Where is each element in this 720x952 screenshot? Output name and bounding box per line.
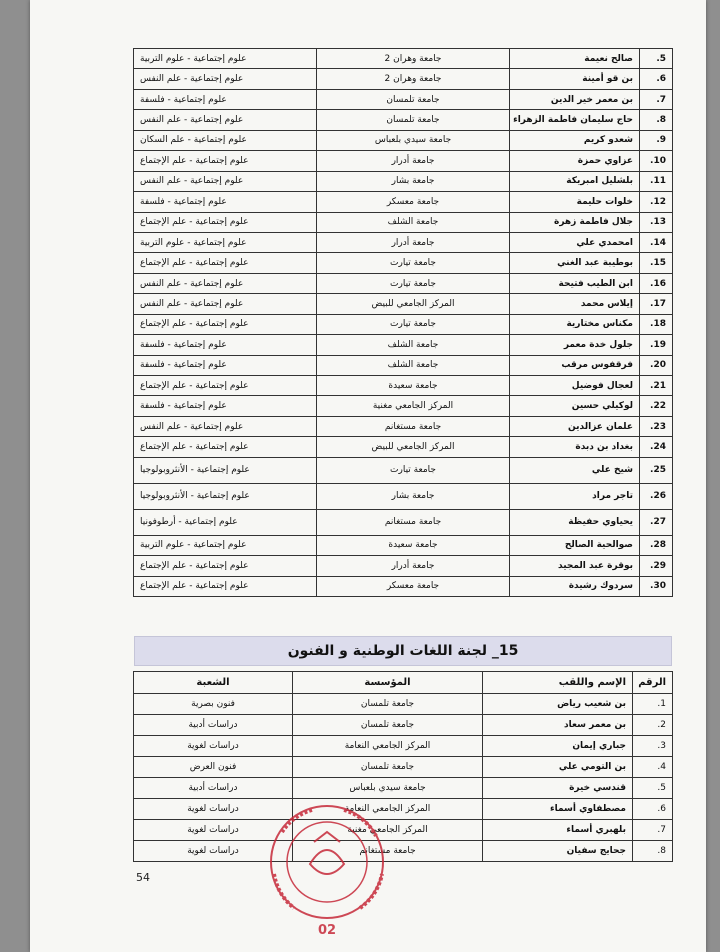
member-name: جحايج سفيان [483,841,633,862]
member-name: سردوك رشيدة [510,576,640,596]
member-institution: جامعة الشلف [317,355,510,375]
header-num: الرقم [633,672,673,694]
row-number: 16. [640,273,673,293]
member-institution: جامعة الشلف [317,212,510,232]
header-branch: الشعبة [134,672,293,694]
table-row [134,757,673,778]
table-row [134,171,673,191]
member-name: بن قو أمينة [510,69,640,89]
member-branch: علوم إجتماعية - علم الإجتماع [134,151,317,171]
table-row [134,576,673,596]
row-number: 26. [640,483,673,509]
member-name: شعدو كريم [510,130,640,150]
member-branch: علوم إجتماعية - الأنثروبولوجيا [134,483,317,509]
table-row [134,253,673,273]
table-row [134,232,673,252]
member-branch: علوم إجتماعية - علم النفس [134,110,317,130]
member-name: مكناس مختارية [510,314,640,334]
member-branch: علوم إجتماعية - علم الإجتماع [134,437,317,457]
member-institution: المركز الجامعي النعامة [293,799,483,820]
member-name: بلهبري أسماء [483,820,633,841]
row-number: 8. [633,841,673,862]
member-name: مصطفاوي أسماء [483,799,633,820]
member-name: عزاوي حمزة [510,151,640,171]
table-row [134,376,673,396]
member-name: بن شعيب رياض [483,694,633,715]
member-branch: علوم إجتماعية - علم الإجتماع [134,212,317,232]
member-branch: علوم إجتماعية - علم الإجتماع [134,376,317,396]
table-row [134,437,673,457]
row-number: 11. [640,171,673,191]
member-institution: جامعة تلمسان [317,89,510,109]
member-branch: علوم إجتماعية - علم النفس [134,294,317,314]
member-branch: علوم إجتماعية - علم النفس [134,171,317,191]
official-stamp-seal [252,802,402,942]
member-name: قندسي خيرة [483,778,633,799]
member-name: ابن الطيب فتيحة [510,273,640,293]
member-institution: جامعة أدرار [317,151,510,171]
member-name: بن التومي علي [483,757,633,778]
table-row [134,483,673,509]
member-institution: المركز الجامعي مغنية [317,396,510,416]
row-number: 6. [640,69,673,89]
member-name: بن معمر سعاد [483,715,633,736]
row-number: 2. [633,715,673,736]
member-institution: المركز الجامعي للبيض [317,437,510,457]
row-number: 29. [640,556,673,576]
table-row [134,355,673,375]
member-institution: جامعة تيارت [317,314,510,334]
table-row [134,314,673,334]
languages-arts-committee-table [133,671,673,862]
member-institution: جامعة بشار [317,171,510,191]
member-branch: دراسات لغوية [134,841,293,862]
member-name: جلال فاطمة زهرة [510,212,640,232]
table-row [134,69,673,89]
member-branch: علوم إجتماعية - علم الإجتماع [134,253,317,273]
row-number: 25. [640,457,673,483]
row-number: 24. [640,437,673,457]
document-page [30,0,706,952]
table-row [134,535,673,555]
row-number: 23. [640,416,673,436]
row-number: 5. [633,778,673,799]
member-institution: جامعة وهران 2 [317,49,510,69]
row-number: 17. [640,294,673,314]
member-institution: جامعة سيدي بلعباس [317,130,510,150]
member-branch: علوم إجتماعية - فلسفة [134,355,317,375]
table-header-row [134,672,673,694]
row-number: 6. [633,799,673,820]
member-branch: علوم إجتماعية - علم السكان [134,130,317,150]
table-row [134,715,673,736]
row-number: 5. [640,49,673,69]
member-institution: المركز الجامعي للبيض [317,294,510,314]
member-branch: فنون العرض [134,757,293,778]
table-row [134,335,673,355]
member-institution: جامعة مستغانم [317,416,510,436]
member-branch: علوم إجتماعية - فلسفة [134,335,317,355]
member-institution: جامعة معسكر [317,576,510,596]
table-row [134,457,673,483]
page-number: 54 [136,871,150,884]
row-number: 14. [640,232,673,252]
header-institution: المؤسسة [293,672,483,694]
member-institution: جامعة سيدي بلعباس [293,778,483,799]
table-row [134,130,673,150]
member-institution: جامعة تيارت [317,253,510,273]
member-institution: جامعة أدرار [317,232,510,252]
member-name: جباري إيمان [483,736,633,757]
member-name: إيلاس محمد [510,294,640,314]
member-institution: جامعة تيارت [317,457,510,483]
member-name: لوكيلي حسين [510,396,640,416]
stamp-number: 02 [317,923,337,938]
member-name: خلوات حليمة [510,192,640,212]
member-branch: علوم إجتماعية - أرطوفونيا [134,509,317,535]
row-number: 22. [640,396,673,416]
row-number: 19. [640,335,673,355]
row-number: 4. [633,757,673,778]
member-name: علمان عزالدين [510,416,640,436]
member-name: تاجر مراد [510,483,640,509]
member-name: يحياوي حفيظة [510,509,640,535]
member-name: حاج سليمان فاطمة الزهراء [510,110,640,130]
table-row [134,110,673,130]
row-number: 27. [640,509,673,535]
member-branch: دراسات لغوية [134,736,293,757]
table-row [134,416,673,436]
member-institution: جامعة مستغانم [317,509,510,535]
member-branch: علوم إجتماعية - علوم التربية [134,49,317,69]
member-name: بوطيبة عبد الغني [510,253,640,273]
member-branch: علوم إجتماعية - علم النفس [134,273,317,293]
row-number: 20. [640,355,673,375]
table-row [134,841,673,862]
table-row [134,556,673,576]
row-number: 21. [640,376,673,396]
member-institution: جامعة تلمسان [293,757,483,778]
member-branch: دراسات أدبية [134,778,293,799]
member-branch: علوم إجتماعية - الأنثروبولوجيا [134,457,317,483]
table-row [134,49,673,69]
member-branch: علوم إجتماعية - فلسفة [134,396,317,416]
row-number: 7. [640,89,673,109]
member-institution: المركز الجامعي النعامة [293,736,483,757]
table-row [134,820,673,841]
member-name: فرقفوس مرقب [510,355,640,375]
stamp-inner-ring [287,822,367,902]
table-row [134,694,673,715]
row-number: 28. [640,535,673,555]
header-name: الإسم واللقب [483,672,633,694]
row-number: 13. [640,212,673,232]
member-branch: علوم إجتماعية - علوم التربية [134,232,317,252]
row-number: 18. [640,314,673,334]
member-name: صالح نعيمة [510,49,640,69]
member-name: بوقرة عبد المجيد [510,556,640,576]
member-name: صوالحية الصالح [510,535,640,555]
members-table-body [134,49,673,597]
member-institution: جامعة أدرار [317,556,510,576]
member-institution: جامعة تلمسان [293,715,483,736]
row-number: 15. [640,253,673,273]
member-name: لعجال فوضيل [510,376,640,396]
table-row [134,89,673,109]
member-institution: جامعة سعيدة [317,376,510,396]
row-number: 10. [640,151,673,171]
member-institution: جامعة الشلف [317,335,510,355]
member-branch: فنون بصرية [134,694,293,715]
member-branch: دراسات لغوية [134,820,293,841]
member-branch: علوم إجتماعية - علم الإجتماع [134,314,317,334]
table-row [134,396,673,416]
member-branch: علوم إجتماعية - علوم التربية [134,535,317,555]
table-row [134,509,673,535]
member-name: امحمدي علي [510,232,640,252]
member-branch: علوم إجتماعية - علم الإجتماع [134,556,317,576]
stamp-emblem-icon [310,850,344,874]
row-number: 1. [633,694,673,715]
table-row [134,778,673,799]
section-banner [134,636,672,666]
table-row [134,294,673,314]
member-institution: جامعة وهران 2 [317,69,510,89]
member-branch: دراسات لغوية [134,799,293,820]
member-name: بلشليل امبريكة [510,171,640,191]
member-branch: علوم إجتماعية - علم الإجتماع [134,576,317,596]
member-name: شيخ علي [510,457,640,483]
table-row [134,192,673,212]
members-table-continued [133,48,673,597]
member-institution: جامعة تيارت [317,273,510,293]
member-institution: المركز الجامعي مغنية [293,820,483,841]
row-number: 30. [640,576,673,596]
member-institution: جامعة مستغانم [293,841,483,862]
member-branch: علوم إجتماعية - فلسفة [134,89,317,109]
member-branch: دراسات أدبية [134,715,293,736]
member-institution: جامعة تلمسان [317,110,510,130]
row-number: 12. [640,192,673,212]
table-row [134,212,673,232]
member-name: بغداد بن دبدة [510,437,640,457]
table-row [134,736,673,757]
table-row [134,799,673,820]
section-title: 15_ لجنة اللغات الوطنية و الفنون [287,643,519,659]
row-number: 9. [640,130,673,150]
member-branch: علوم إجتماعية - علم النفس [134,416,317,436]
member-institution: جامعة سعيدة [317,535,510,555]
row-number: 7. [633,820,673,841]
member-name: جلول خدة معمر [510,335,640,355]
member-name: بن معمر خير الدين [510,89,640,109]
member-branch: علوم إجتماعية - فلسفة [134,192,317,212]
member-branch: علوم إجتماعية - علم النفس [134,69,317,89]
committee-table-body [134,694,673,862]
member-institution: جامعة تلمسان [293,694,483,715]
member-institution: جامعة بشار [317,483,510,509]
row-number: 8. [640,110,673,130]
row-number: 3. [633,736,673,757]
stamp-star-icon [314,832,340,842]
table-row [134,151,673,171]
table-row [134,273,673,293]
member-institution: جامعة معسكر [317,192,510,212]
